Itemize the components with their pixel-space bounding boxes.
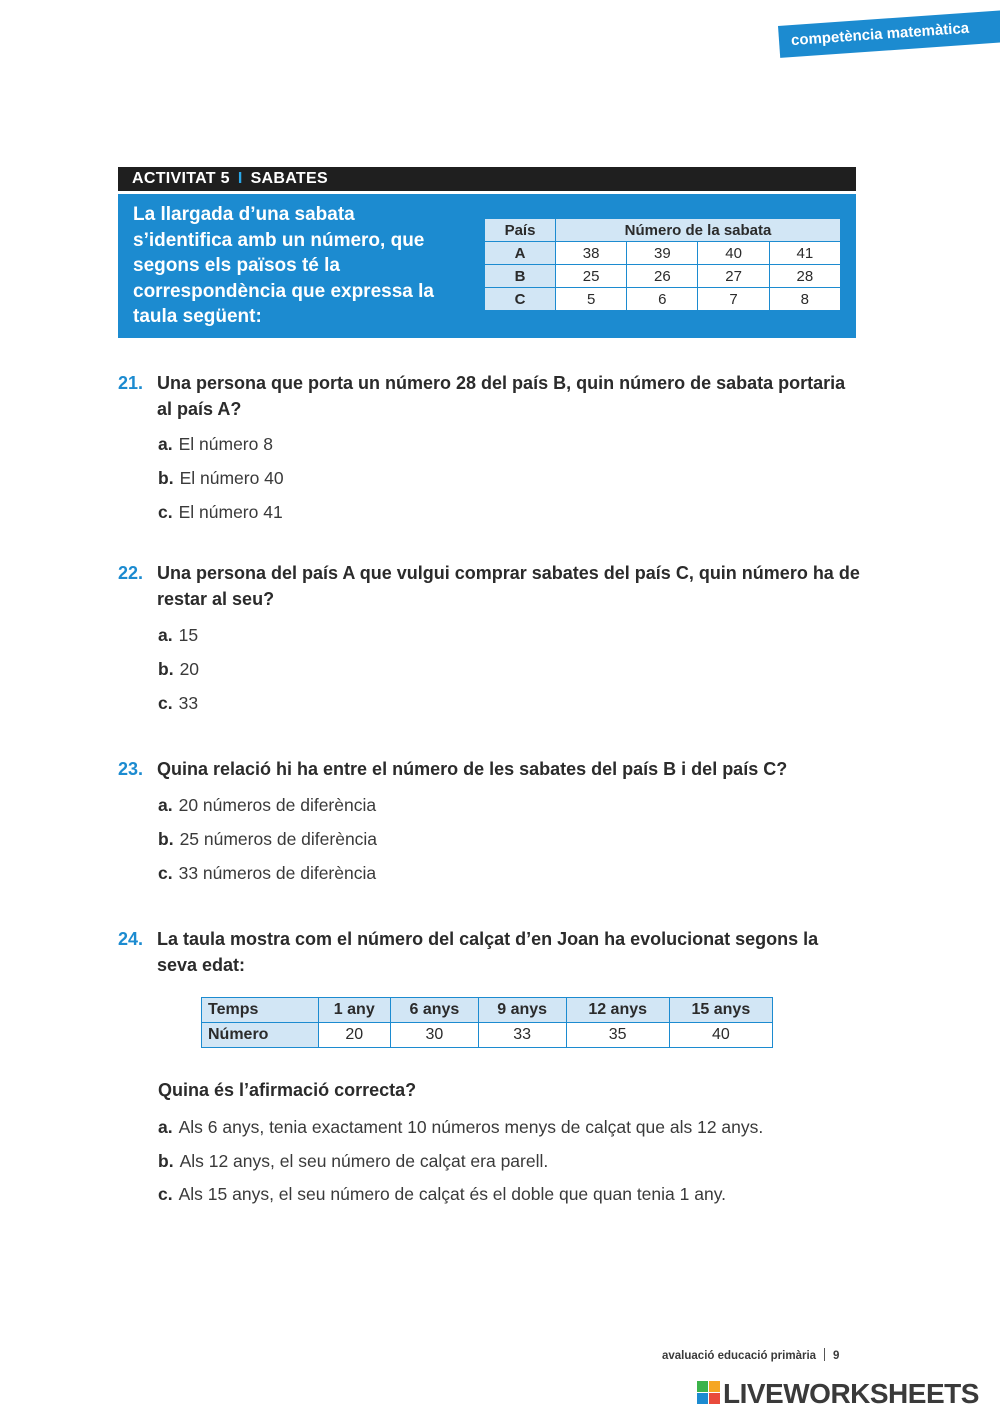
option-24-c[interactable] [158,1182,726,1206]
page-number: 9 [833,1350,840,1362]
competence-tag: competència matemàtica [778,10,1000,58]
table-header-size: Número de la sabata [556,219,841,242]
table-header-row [485,219,841,242]
shoe-size-table [484,218,841,311]
brand-name: LIVEWORKSHEETS [723,1378,979,1409]
table-cell: 30 [390,1023,478,1048]
option-21-c[interactable] [158,500,283,524]
option-text: 33 números de diferència [178,863,377,883]
option-text: El número 41 [178,502,283,522]
option-text: 25 números de diferència [179,829,378,849]
question-text: Quina relació hi ha entre el número de les sabates del país B i del país C? [157,759,788,779]
question-number: 24. [118,929,144,949]
option-22-c[interactable] [158,691,198,715]
question-24 [118,926,863,978]
footer-divider [824,1348,825,1361]
option-letter: b. [158,468,174,488]
option-text: 15 [178,625,199,645]
table-header-row [202,998,773,1023]
table-header-country: País [485,219,556,242]
table-cell: 5 [556,288,627,311]
table-cell: 7 [698,288,769,311]
table-row-header: B [485,265,556,288]
table-cell: 6 [627,288,698,311]
activity-title: SABATES [250,170,328,187]
option-letter: c. [158,693,173,713]
table-row [485,288,841,311]
question-text: Una persona que porta un número 28 del país B, quin número de sabata portaria al país A? [157,373,846,419]
table-row [202,1023,773,1048]
option-22-b[interactable] [158,657,199,681]
table-cell: 25 [556,265,627,288]
table-header-cell: 12 anys [566,998,669,1023]
question-number: 22. [118,563,144,583]
table-cell: 33 [478,1023,566,1048]
question-text: La taula mostra com el número del calçat d’en Joan ha evolucionat segons la seva edat: [157,929,819,975]
table-row-header: Número [202,1023,319,1048]
option-letter: a. [158,625,173,645]
footer-text: avaluació educació primària [662,1350,817,1362]
table-cell: 41 [769,242,840,265]
table-cell: 26 [627,265,698,288]
option-letter: c. [158,1184,173,1204]
table-row-header: C [485,288,556,311]
table-row-header: A [485,242,556,265]
option-text: 20 números de diferència [178,795,377,815]
table-header-cell: 6 anys [390,998,478,1023]
table-cell: 38 [556,242,627,265]
activity-intro-box [118,194,856,338]
table-cell: 8 [769,288,840,311]
table-row [485,265,841,288]
option-text: 33 [178,693,199,713]
table-row [485,242,841,265]
table-cell: 27 [698,265,769,288]
liveworksheets-logo-icon [697,1381,721,1405]
option-letter: b. [158,1151,174,1171]
page-footer [662,1348,839,1362]
option-text: El número 8 [178,434,273,454]
question-text: Una persona del país A que vulgui comprar sabates del país C, quin número ha de restar al seu? [157,563,860,609]
question-number: 23. [118,759,144,779]
option-letter: b. [158,829,174,849]
table-cell: 20 [318,1023,390,1048]
table-cell: 39 [627,242,698,265]
option-letter: b. [158,659,174,679]
option-letter: a. [158,795,173,815]
question-23 [118,756,863,782]
option-letter: c. [158,502,173,522]
option-letter: a. [158,434,173,454]
age-shoe-table [201,997,773,1048]
table-header-cell: 1 any [318,998,390,1023]
table-cell: 40 [698,242,769,265]
option-text: 20 [179,659,200,679]
option-letter: a. [158,1117,173,1137]
activity-label: ACTIVITAT 5 [132,170,230,187]
option-24-b[interactable] [158,1149,548,1173]
table-header-cell: 9 anys [478,998,566,1023]
option-23-a[interactable] [158,793,376,817]
question-24-subquestion: Quina és l’afirmació correcta? [158,1080,417,1100]
table-header-cell: 15 anys [669,998,772,1023]
option-letter: c. [158,863,173,883]
option-22-a[interactable] [158,623,198,647]
option-23-b[interactable] [158,827,377,851]
table-cell: 40 [669,1023,772,1048]
question-21 [118,370,863,422]
option-text: Als 6 anys, tenia exactament 10 números menys de calçat que als 12 anys. [178,1117,764,1137]
activity-header [118,167,856,191]
question-22 [118,560,863,612]
option-23-c[interactable] [158,861,376,885]
option-text: Als 15 anys, el seu número de calçat és el doble que quan tenia 1 any. [178,1184,727,1204]
option-24-a[interactable] [158,1115,763,1139]
question-number: 21. [118,373,144,393]
option-text: Als 12 anys, el seu número de calçat era parell. [179,1151,549,1171]
option-21-b[interactable] [158,466,284,490]
table-cell: 28 [769,265,840,288]
table-header-time: Temps [202,998,319,1023]
activity-separator: I [237,170,243,187]
table-cell: 35 [566,1023,669,1048]
option-21-a[interactable] [158,432,273,456]
activity-intro-text: La llargada d’una sabata s’identifica amb un número, que segons els països té la correspondència que expressa la taula següent: [133,204,434,327]
option-text: El número 40 [179,468,284,488]
